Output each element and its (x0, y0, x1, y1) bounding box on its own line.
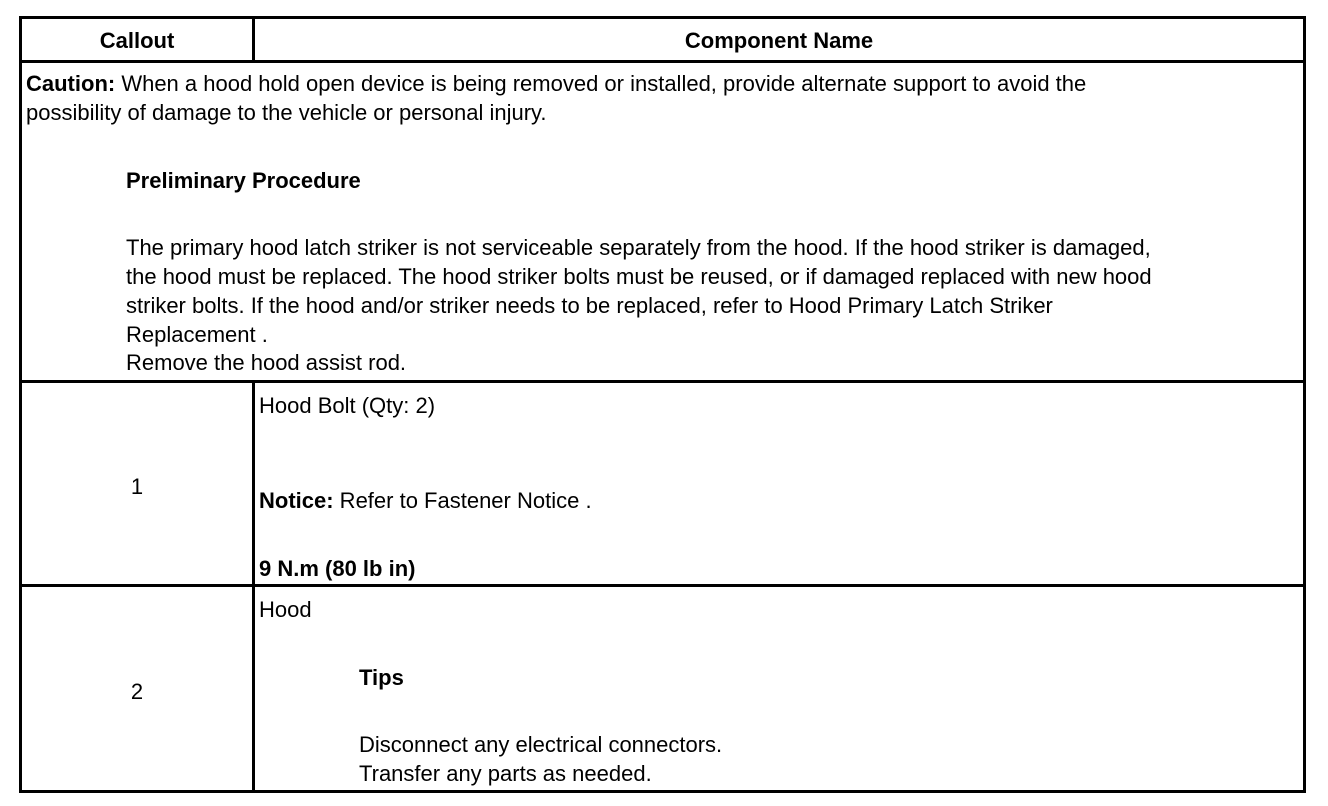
preliminary-line: the hood must be replaced. The hood striker bolts must be reused, or if damaged replaced with new hood (126, 264, 1152, 289)
caution-text (26, 69, 1086, 98)
caution-line-2: possibility of damage to the vehicle or personal injury. (26, 100, 547, 125)
row-1-torque: 9 N.m (80 lb in) (259, 556, 416, 581)
row-1-callout: 1 (130, 474, 144, 499)
preliminary-line: striker bolts. If the hood and/or striker needs to be replaced, refer to Hood Primary Latch Striker (126, 293, 1053, 318)
tip-item: Disconnect any electrical connectors. (359, 732, 723, 757)
row-2-component-name: Hood (259, 597, 312, 622)
notice-label: Notice: (259, 488, 334, 513)
tip-item: Transfer any parts as needed. (359, 761, 652, 786)
row-2-callout: 2 (130, 679, 144, 704)
header-divider (22, 60, 1303, 63)
row-divider (22, 584, 1303, 587)
preliminary-heading: Preliminary Procedure (126, 168, 361, 193)
header-component-name: Component Name (684, 28, 874, 53)
notice-text: Refer to Fastener Notice . (333, 488, 592, 513)
header-callout: Callout (99, 28, 175, 53)
preliminary-line: Replacement . (126, 322, 268, 347)
row-1-notice (259, 486, 592, 515)
row-1-component-name: Hood Bolt (Qty: 2) (259, 393, 436, 418)
procedure-table (19, 16, 1306, 793)
caution-line-1: When a hood hold open device is being removed or installed, provide alternate support to avoid the (115, 71, 1087, 96)
tips-heading: Tips (359, 665, 404, 690)
rows-column-divider (252, 380, 255, 793)
caution-divider (22, 380, 1303, 383)
preliminary-line: Remove the hood assist rod. (126, 350, 407, 375)
caution-label: Caution: (26, 71, 116, 96)
preliminary-line: The primary hood latch striker is not serviceable separately from the hood. If the hood striker is damaged, (126, 235, 1151, 260)
